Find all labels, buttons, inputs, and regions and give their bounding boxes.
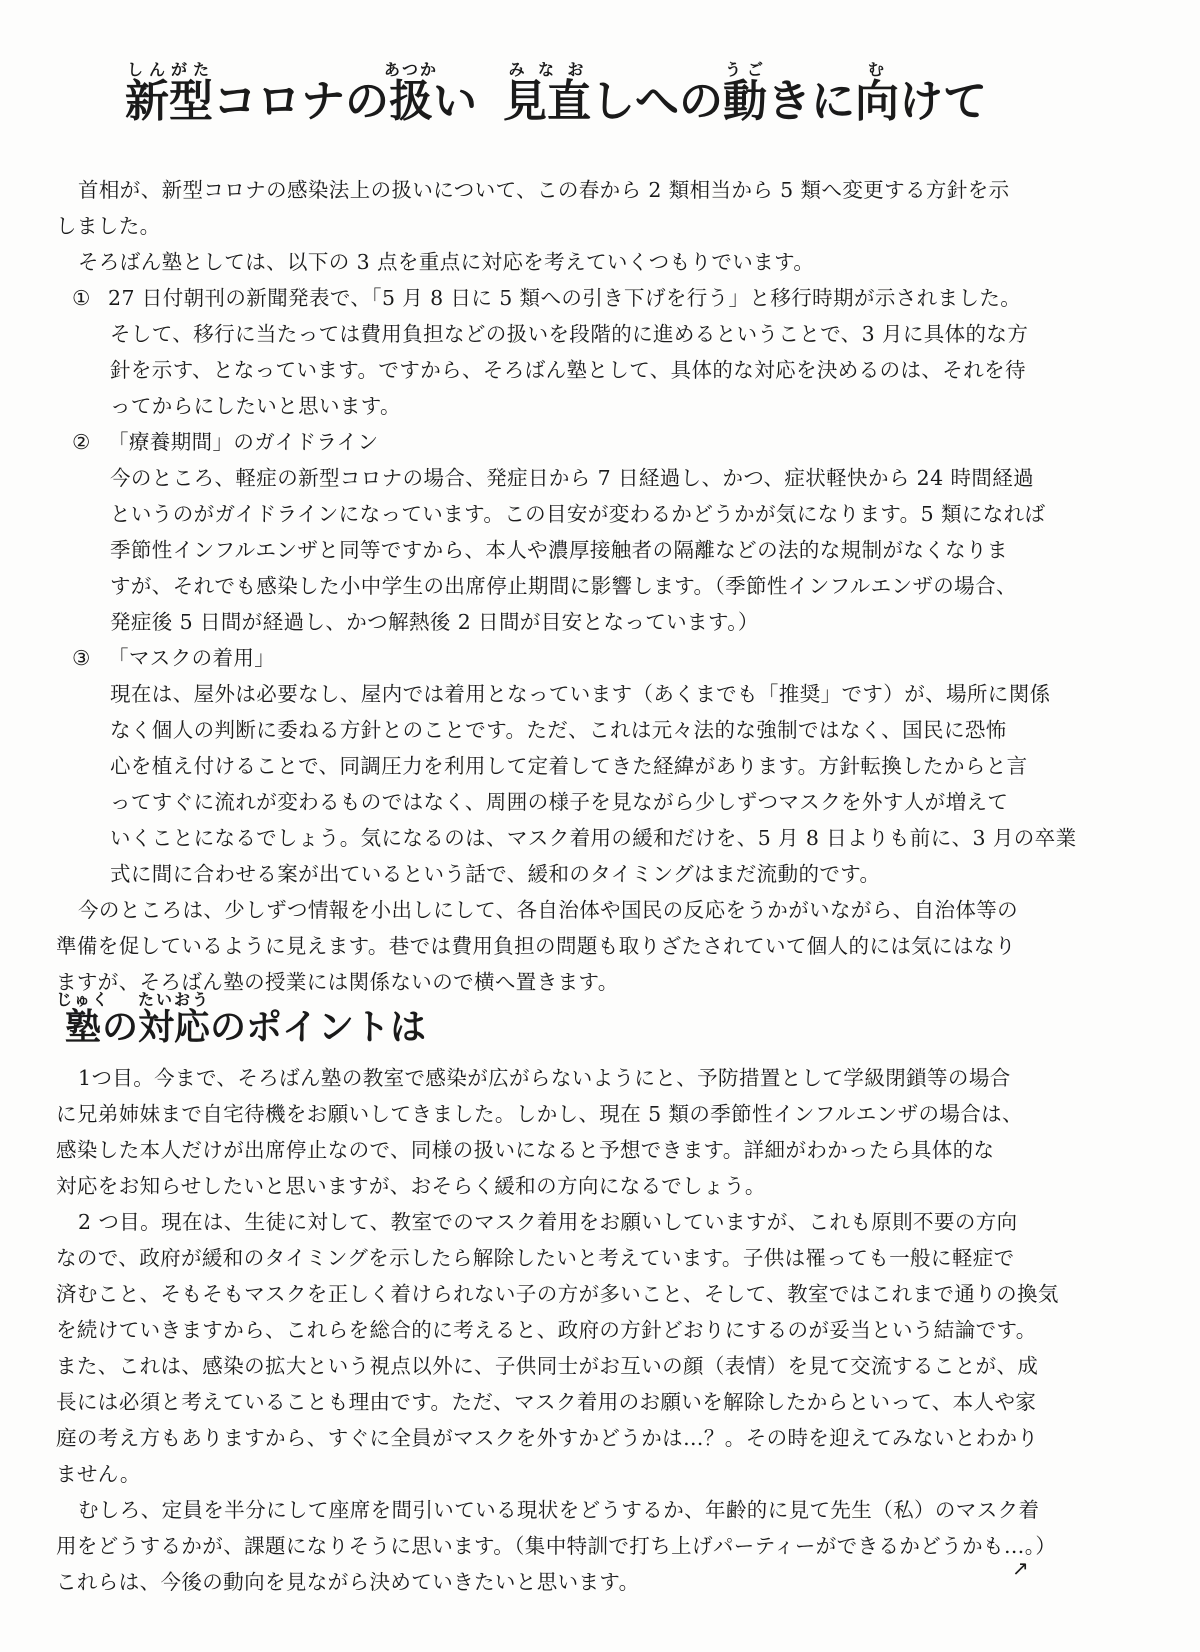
title-furigana: みなお [503,60,591,79]
body-line: なので、政府が緩和のタイミングを示したら解除したいと考えています。子供は罹っても一般に軽症で [56,1246,1015,1270]
intro-line: そろばん塾としては、以下の 3 点を重点に対応を考えていくつもりでいます。 [78,250,815,274]
point-3-heading [72,644,275,672]
point-3-heading-text: 「マスクの着用」 [108,646,276,670]
point-2-heading-text: 「療養期間」のガイドライン [108,430,379,454]
title-kanji: 新型 [125,76,213,127]
title-text: けて [899,76,987,127]
title-ruby-5 [855,60,899,127]
summary-line: 今のところは、少しずつ情報を小出しにして、各自治体や国民の反応をうかがいながら、自治体等の [78,898,1019,922]
point-2-line: 季節性インフルエンザと同等ですから、本人や濃厚接触者の隔離などの法的な規制がなくなりま [110,538,1008,562]
body-line: を続けていきますから、これらを総合的に考えると、政府の方針どおりにするのが妥当という結論です。 [56,1318,1037,1342]
point-3-line: 現在は、屋外は必要なし、屋内では着用となっています（あくまでも「推奨」です）が、場所に関係 [110,682,1051,706]
point-2-heading [72,428,378,456]
page-title [125,60,987,129]
title-furigana: あつか [384,60,439,79]
point-2-line: 今のところ、軽症の新型コロナの場合、発症日から 7 日経過し、かつ、症状軽快から 24 時間経過 [110,466,1035,490]
summary-line: 準備を促しているように見えます。巷では費用負担の問題も取りざたされていて個人的には気にはなり [56,934,1016,958]
section-furigana: たいおう [138,990,211,1009]
point-2-number: ② [72,430,91,454]
title-text: コロナの [213,76,389,127]
body-line: 対応をお知らせしたいと思いますが、おそらく緩和の方向になるでしょう。 [56,1174,766,1198]
section-kanji: 塾 [56,1007,111,1048]
section-ruby-1 [56,990,111,1048]
section-text: のポイントは [210,1007,427,1048]
body-line: 長には必須と考えていることも理由です。ただ、マスク着用のお願いを解除したからといって、本人や家 [56,1390,1037,1414]
title-kanji: 動 [723,76,767,127]
body-line: 2 つ目。現在は、生徒に対して、教室でのマスク着用をお願いしていますが、これも原則不要の方向 [78,1210,1018,1234]
title-text: きに [767,76,855,127]
point-3-line: 心を植え付けることで、同調圧力を利用して定着してきた経緯があります。方針転換したからと言 [110,754,1028,778]
body-line: 用をどうするかが、課題になりそうに思います。（集中特訓で打ち上げパーティーができるかどうかも…。） [56,1534,1057,1558]
title-furigana: うご [723,60,767,79]
point-3-line: 式に間に合わせる案が出ているという話で、緩和のタイミングはまだ流動的です。 [110,862,881,886]
section-text: の [102,1007,139,1048]
title-furigana: む [855,60,899,79]
section-heading [56,990,426,1050]
point-2-line: すが、それでも感染した小中学生の出席停止期間に影響します。（季節性インフルエンザの場合、 [110,574,1017,598]
point-1-line: そして、移行に当たっては費用負担などの扱いを段階的に進めるということで、3 月に具体的な方 [110,322,1029,346]
point-1-number: ① [72,286,91,310]
title-furigana: しんがた [125,60,213,79]
title-ruby-1 [125,60,213,127]
title-ruby-4 [723,60,767,127]
point-2-line: というのがガイドラインになっています。この目安が変わるかどうかが気になります。5 類になれば [110,502,1046,526]
body-line: 1つ目。今まで、そろばん塾の教室で感染が広がらないようにと、予防措置として学級閉鎖等の場合 [78,1066,1011,1090]
intro-line: しました。 [56,214,161,238]
point-1-line: ってからにしたいと思います。 [110,394,401,418]
point-3-line: いくことになるでしょう。気になるのは、マスク着用の緩和だけを、5 月 8 日よりも前に、3 月の卒業 [110,826,1077,850]
point-3-number: ③ [72,646,91,670]
body-line: むしろ、定員を半分にして座席を間引いている現状をどうするか、年齢的に見て先生（私）のマスク着 [78,1498,1040,1522]
body-line: に兄弟姉妹まで自宅待機をお願いしてきました。しかし、現在 5 類の季節性インフルエンザの場合は、 [56,1102,1023,1126]
summary-line: ますが、そろばん塾の授業には関係ないので横へ置きます。 [56,970,619,994]
title-kanji: 見直 [503,76,591,127]
title-text: い [433,76,477,127]
point-3-line: なく個人の判断に委ねる方針とのことです。ただ、これは元々法的な強制ではなく、国民に恐怖 [110,718,1007,742]
point-1-text: 27 日付朝刊の新聞発表で、「5 月 8 日に 5 類への引き下げを行う」と移行時期が示されました。 [108,286,1022,310]
point-1-first-line [72,284,1021,312]
title-kanji: 扱 [384,76,438,127]
body-line: 感染した本人だけが出席停止なので、同様の扱いになると予想できます。詳細がわかったら具体的な [56,1138,995,1162]
section-kanji: 対応 [138,1007,211,1048]
intro-line: 首相が、新型コロナの感染法上の扱いについて、この春から 2 類相当から 5 類へ変更する方針を示 [78,178,1010,202]
section-furigana: じゅく [56,990,111,1009]
continue-arrow-icon: ↗ [1012,1556,1029,1580]
point-2-line: 発症後 5 日間が経過し、かつ解熱後 2 日間が目安となっています。） [110,610,759,634]
body-line: これらは、今後の動向を見ながら決めていきたいと思います。 [56,1570,640,1594]
title-ruby-3 [503,60,591,127]
section-ruby-2 [138,990,211,1048]
point-3-line: ってすぐに流れが変わるものではなく、周囲の様子を見ながら少しずつマスクを外す人が増えて [110,790,1009,814]
body-line: 済むこと、そもそもマスクを正しく着けられない子の方が多いこと、そして、教室ではこれまで通りの換気 [56,1282,1059,1306]
point-1-line: 針を示す、となっています。ですから、そろばん塾として、具体的な対応を決めるのは、それを待 [110,358,1026,382]
title-ruby-2 [384,60,439,127]
body-line: ません。 [56,1462,141,1486]
title-kanji: 向 [855,76,899,127]
title-text: しへの [591,76,723,127]
body-line: 庭の考え方もありますから、すぐに全員がマスクを外すかどうかは…？。その時を迎えてみないとわかり [56,1426,1039,1450]
body-line: また、これは、感染の拡大という視点以外に、子供同士がお互いの顔（表情）を見て交流することが、成 [56,1354,1039,1378]
